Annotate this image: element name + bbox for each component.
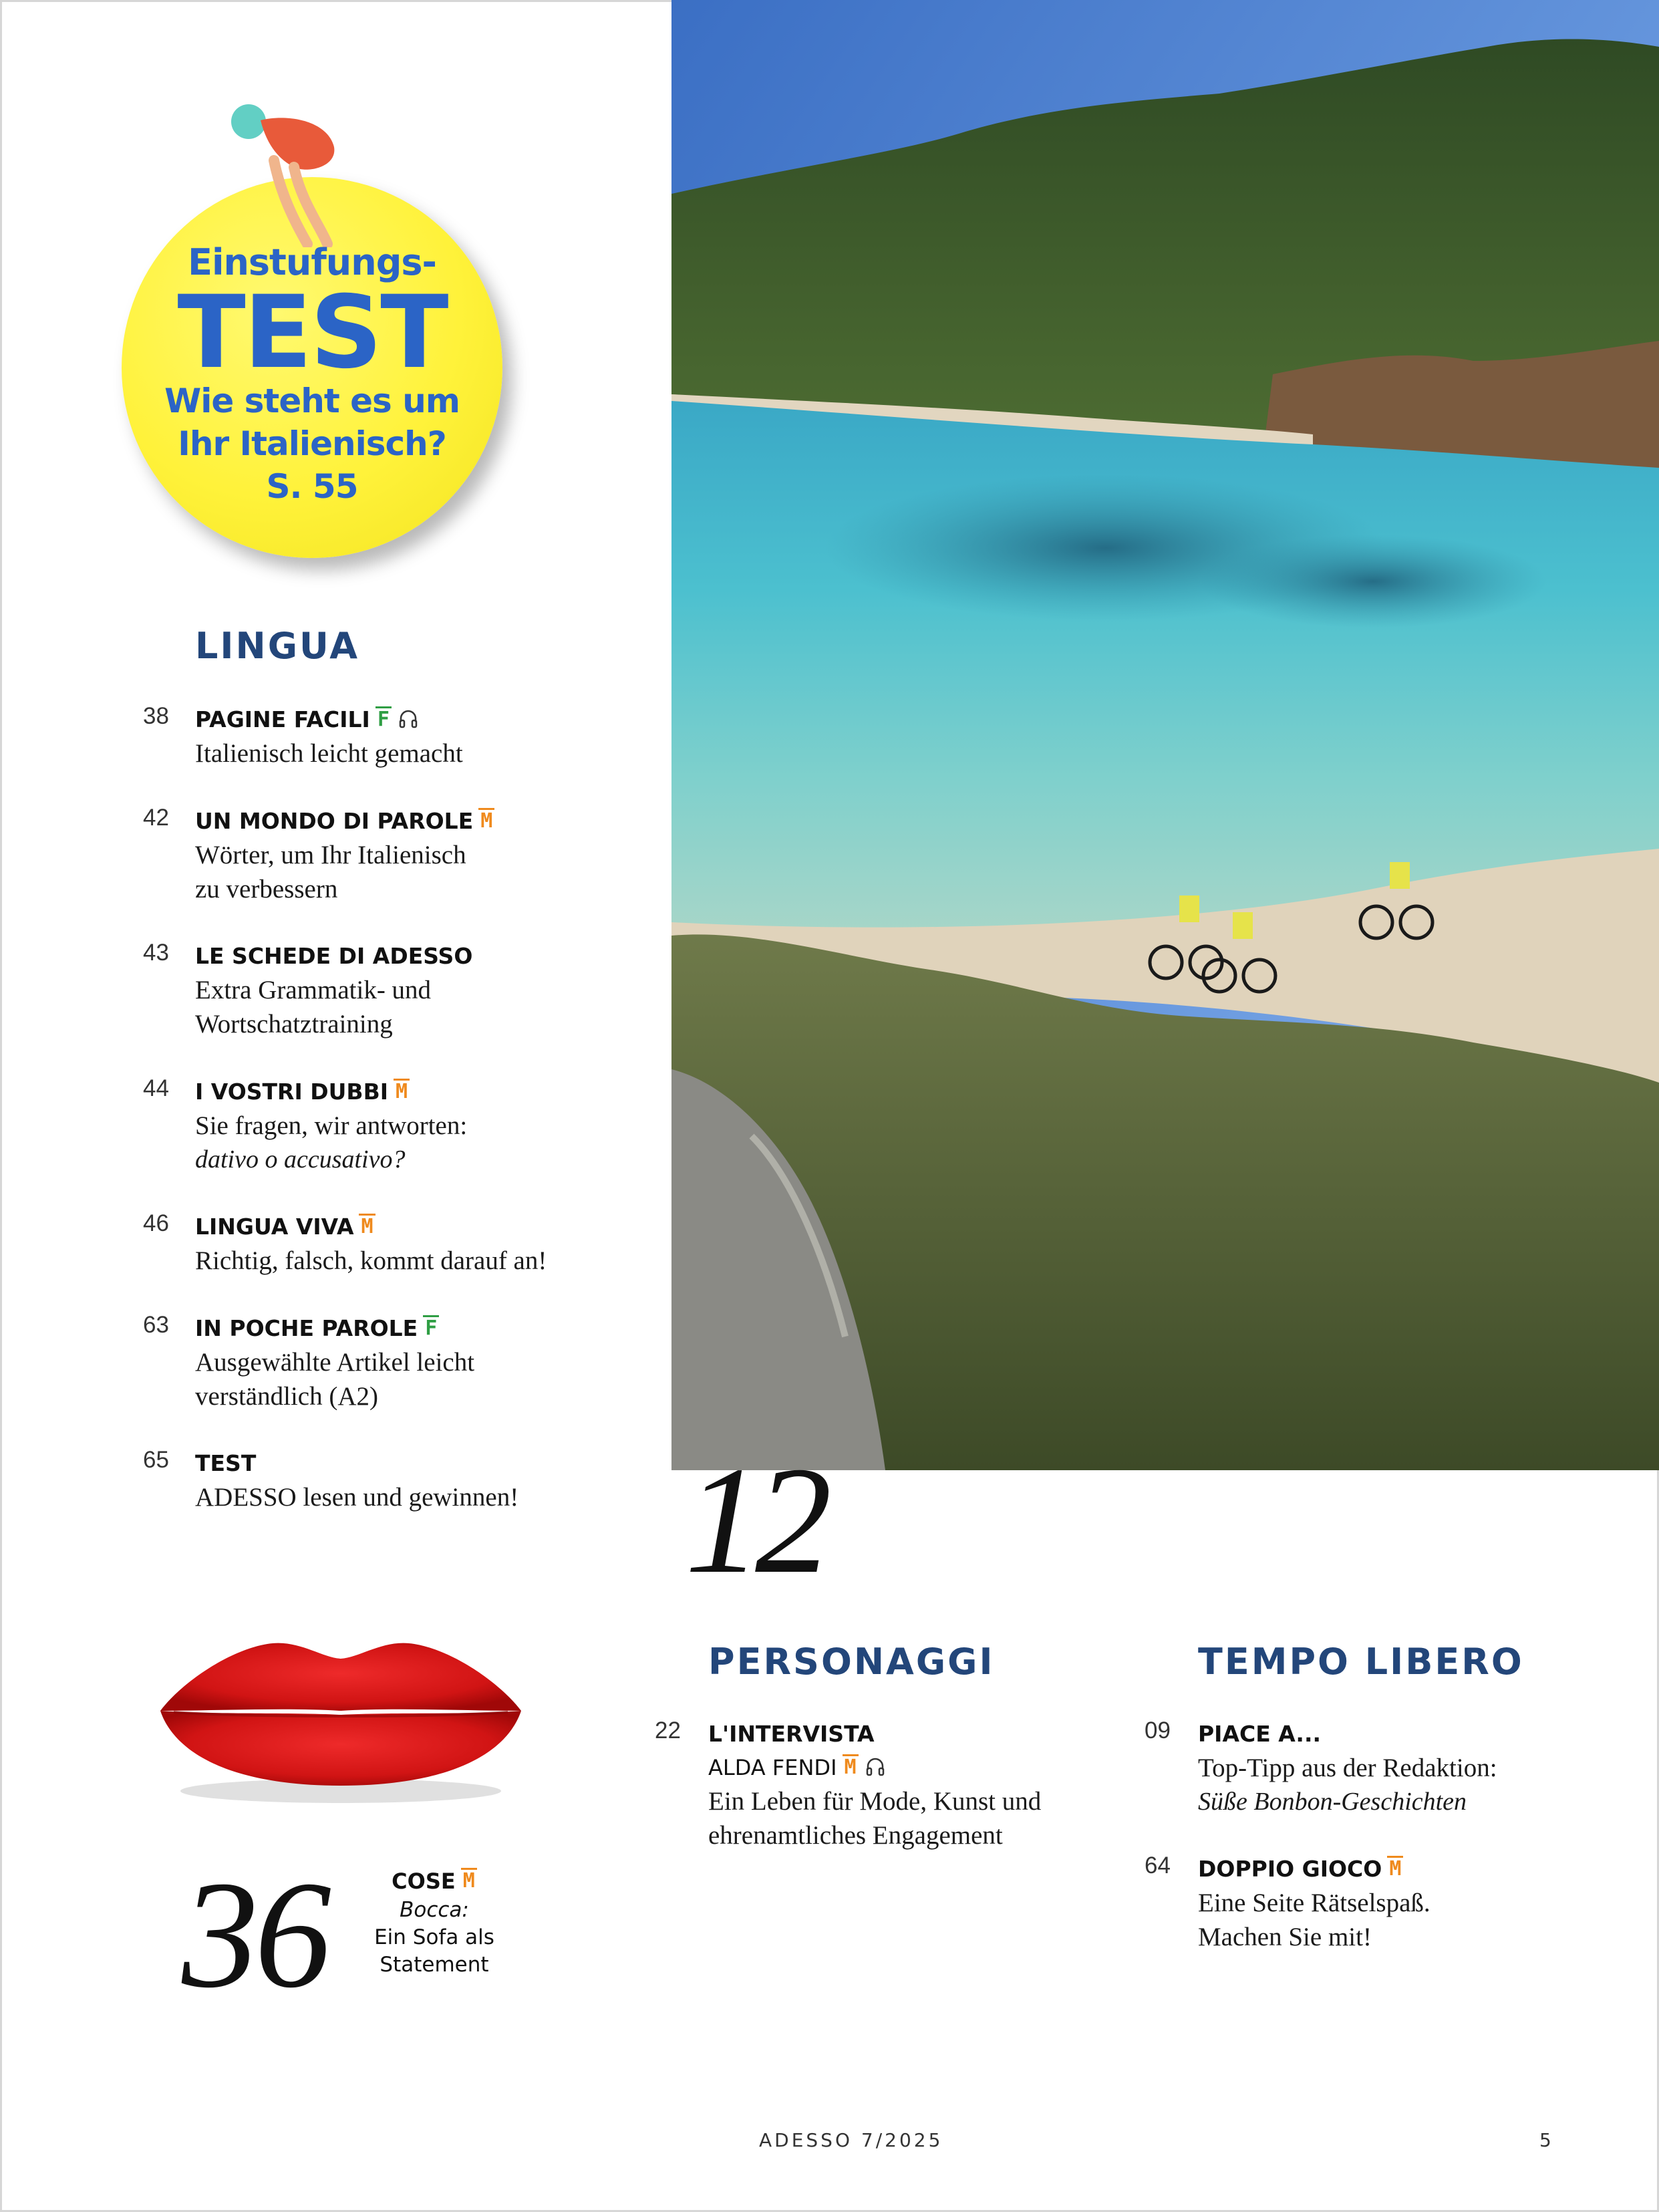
toc-entry-pagine-facili[interactable]: [143, 703, 611, 771]
page-number: 44: [143, 1075, 169, 1101]
entry-description-line-1: Ein Leben für Mode, Kunst und: [708, 1787, 1042, 1816]
level-m-badge: M: [1387, 1856, 1403, 1881]
entry-title: L'INTERVISTA: [708, 1721, 875, 1747]
toc-entry-test[interactable]: [143, 1447, 611, 1514]
entry-title: LE SCHEDE DI ADESSO: [195, 943, 473, 969]
entry-description-line-2: zu verbessern: [195, 875, 338, 904]
entry-description-line-2: verständlich (A2): [195, 1382, 378, 1411]
badge-page-ref: S. 55: [266, 467, 358, 506]
badge-line-einstufungs: Einstufungs-: [188, 241, 436, 283]
entry-title: IN POCHE PAROLE: [195, 1315, 418, 1341]
entry-description: ADESSO lesen und gewinnen!: [195, 1483, 519, 1512]
toc-entry-in-poche-parole[interactable]: [143, 1312, 611, 1413]
page-number: 46: [143, 1210, 169, 1236]
entry-description-line-2: Machen Sie mit!: [1198, 1923, 1372, 1951]
footer-issue: ADESSO 7/2025: [759, 2129, 943, 2151]
toc-entry-l-intervista[interactable]: [655, 1717, 1122, 1852]
entry-description-line-2: Ein Sofa als: [374, 1925, 494, 1949]
level-f-badge: F: [375, 706, 392, 731]
page-number: 43: [143, 940, 169, 966]
lips-sofa-image: [154, 1611, 528, 1811]
section-heading-personaggi: PERSONAGGI: [708, 1641, 995, 1683]
diver-figure-icon: [227, 100, 354, 247]
toc-entry-le-schede-di-adesso[interactable]: [143, 940, 611, 1041]
level-m-badge: M: [394, 1079, 410, 1103]
feature-page-number-36[interactable]: 36: [182, 1849, 327, 2020]
entry-description-line-2: ehrenamtliches Engagement: [708, 1821, 1003, 1850]
entry-title: LINGUA VIVA: [195, 1214, 354, 1240]
page-number: 65: [143, 1447, 169, 1473]
entry-description-line-2: dativo o accusativo?: [195, 1145, 406, 1173]
headphones-icon: [865, 1756, 885, 1776]
level-f-badge: F: [423, 1315, 439, 1340]
entry-description-line-2: Wortschatztraining: [195, 1010, 393, 1039]
feature-page-number-12[interactable]: 12: [685, 1435, 825, 1605]
entry-description-line-1: Bocca:: [400, 1898, 469, 1922]
badge-line-question-2: Ihr Italienisch?: [178, 424, 446, 463]
entry-title: PAGINE FACILI: [195, 706, 370, 732]
entry-title: DOPPIO GIOCO: [1198, 1856, 1382, 1882]
entry-title: I VOSTRI DUBBI: [195, 1079, 389, 1105]
entry-title: COSE: [392, 1869, 456, 1894]
placement-test-text: [122, 241, 502, 508]
page-number: 22: [655, 1717, 681, 1744]
page-number: 63: [143, 1312, 169, 1338]
toc-entry-doppio-gioco[interactable]: [1145, 1852, 1626, 1954]
entry-description-line-1: Wörter, um Ihr Italienisch: [195, 841, 466, 869]
level-m-badge: M: [843, 1754, 859, 1779]
level-m-badge: M: [478, 808, 494, 833]
entry-description-line-1: Eine Seite Rätselspaß.: [1198, 1889, 1430, 1917]
badge-line-question-1: Wie steht es um: [164, 382, 460, 420]
entry-subtitle: ALDA FENDI: [708, 1755, 837, 1780]
page-number: 42: [143, 805, 169, 831]
section-heading-tempo-libero: TEMPO LIBERO: [1198, 1641, 1524, 1683]
level-m-badge: M: [359, 1214, 375, 1238]
hero-photo-coast-cyclists: [671, 0, 1659, 1470]
headphones-icon: [398, 708, 418, 728]
entry-description: Italienisch leicht gemacht: [195, 739, 463, 768]
page-number: 09: [1145, 1717, 1171, 1744]
hero-photo: [671, 0, 1659, 1470]
entry-description-line-1: Top-Tipp aus der Redaktion:: [1198, 1754, 1497, 1782]
entry-title: TEST: [195, 1450, 257, 1476]
toc-entry-un-mondo-di-parole[interactable]: [143, 805, 611, 906]
level-m-badge: M: [461, 1868, 477, 1893]
entry-description-line-1: Ausgewählte Artikel leicht: [195, 1348, 475, 1377]
badge-test-word: TEST: [177, 275, 447, 391]
entry-description-line-2: Süße Bonbon-Geschichten: [1198, 1788, 1467, 1816]
entry-title: UN MONDO DI PAROLE: [195, 808, 474, 834]
entry-description: Richtig, falsch, kommt darauf an!: [195, 1246, 547, 1275]
page-number: 64: [1145, 1852, 1171, 1879]
entry-description-line-1: Sie fragen, wir antworten:: [195, 1111, 468, 1140]
footer-page-number: 5: [1539, 2129, 1551, 2151]
toc-entry-cose[interactable]: [361, 1866, 508, 1979]
entry-description-line-3: Statement: [380, 1953, 489, 1977]
entry-title: PIACE A...: [1198, 1721, 1322, 1747]
toc-entry-i-vostri-dubbi[interactable]: [143, 1075, 611, 1177]
entry-description-line-1: Extra Grammatik- und: [195, 976, 432, 1004]
toc-entry-lingua-viva[interactable]: [143, 1210, 611, 1278]
toc-entry-piace-a[interactable]: [1145, 1717, 1626, 1819]
section-heading-lingua: LINGUA: [195, 625, 359, 667]
page-number: 38: [143, 703, 169, 729]
